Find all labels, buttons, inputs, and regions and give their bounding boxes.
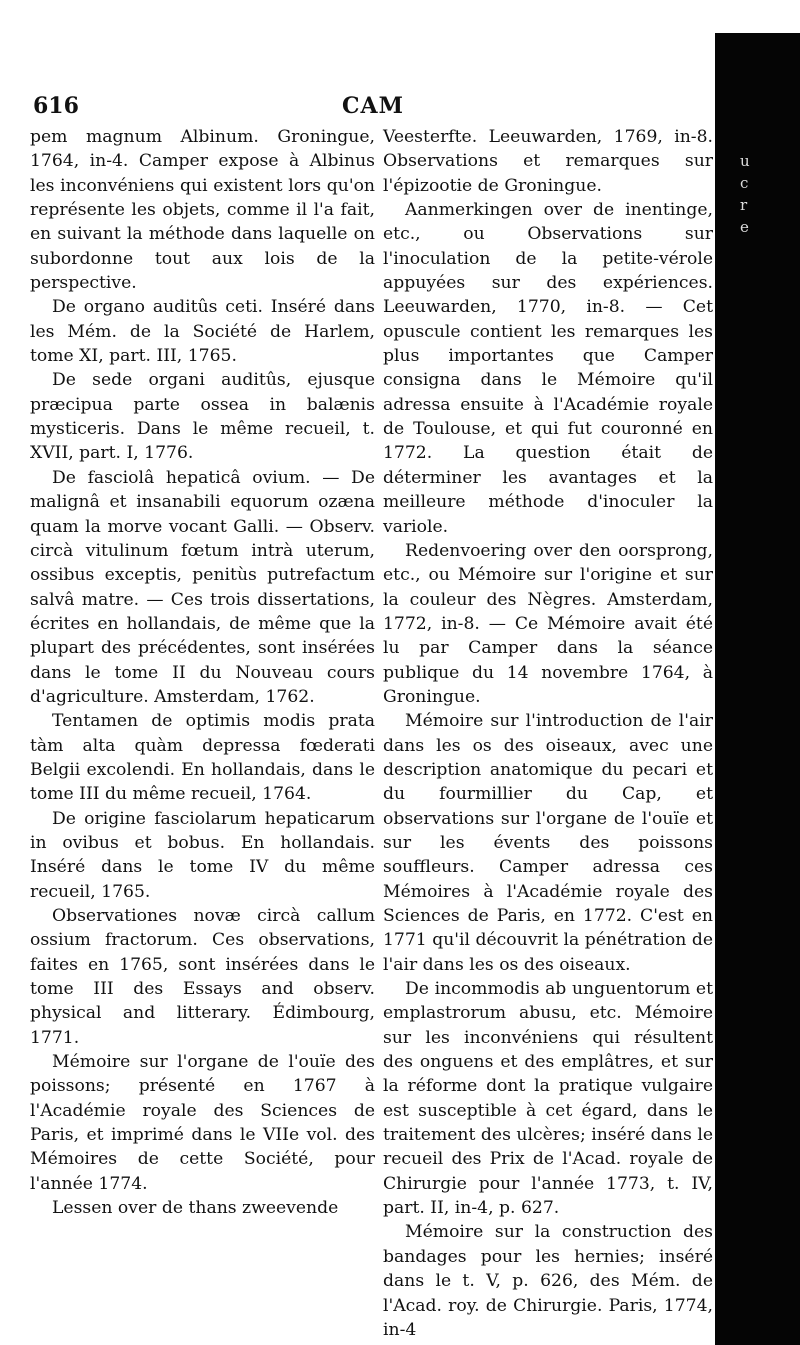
right-column	[383, 125, 713, 1342]
left-column	[30, 125, 375, 1220]
edge-glyphs	[740, 150, 770, 238]
bibliography-entry: Veesterfte. Leeuwarden, 1769, in-8. Observations et remarques sur l'épizootie de Groningue.	[383, 127, 713, 196]
bibliography-entry: De organo auditûs ceti. Inséré dans les Mém. de la Société de Harlem, tome XI, part. III, 1765.	[30, 297, 375, 367]
running-head: CAM	[342, 93, 404, 119]
bibliography-entry: Mémoire sur l'organe de l'ouïe des poissons; présenté en 1767 à l'Académie royale des Sciences de Paris, et imprimé dans le VIIe vol. des Mémoires de cette Société, pour l'année 1774.	[30, 1052, 375, 1194]
edge-glyph: e	[740, 218, 749, 236]
bibliography-entry: De sede organi auditûs, ejusque præcipua parte ossea in balænis mysticeris. Dans le même recueil, t. XVII, part. I, 1776.	[30, 370, 375, 464]
bibliography-entry: Observationes novæ circà callum ossium fractorum. Ces observations, faites en 1765, sont insérées dans le tome III des Essays and observ. physical and litterary. Édimbourg, 1771.	[30, 906, 375, 1048]
edge-glyph: u	[740, 152, 750, 170]
bibliography-entry: Lessen over de thans zweevende	[52, 1198, 339, 1219]
bibliography-entry: Mémoire sur la construction des bandages pour les hernies; inséré dans le t. V, p. 626, des Mém. de l'Acad. roy. de Chirurgie. Paris, 1774, in-4	[383, 1222, 713, 1340]
page-number: 616	[33, 93, 79, 119]
bibliography-entry: De fasciolâ hepaticâ ovium. — De malignâ et insanabili equorum ozæna quam la morve vocant Galli. — Observ. circà vitulinum fœtum intrà uterum, ossibus exceptis, penitùs putrefactum salvâ matre. — Ces trois dissertations, écrites en hollandais, de même que la plupart des précédentes, sont insérées dans le tome II du Nouveau cours d'agriculture. Amsterdam, 1762.	[30, 467, 375, 707]
bibliography-entry: Tentamen de optimis modis prata tàm alta quàm depressa fœderati Belgii excolendi. En hollandais, dans le tome III du même recueil, 1764.	[30, 711, 375, 805]
bibliography-entry: pem magnum Albinum. Groningue, 1764, in-4. Camper expose à Albinus les inconvéniens qui existent lors qu'on représente les objets, comme il l'a fait, en suivant la méthode dans laquelle on subordonne tout aux lois de la perspective.	[30, 127, 375, 294]
bibliography-entry: De origine fasciolarum hepaticarum in ovibus et bobus. En hollandais. Inséré dans le tome IV du même recueil, 1765.	[30, 808, 375, 902]
bibliography-entry: Redenvoering over den oorsprong, etc., ou Mémoire sur l'origine et sur la couleur des Nègres. Amsterdam, 1772, in-8. — Ce Mémoire avait été lu par Camper dans la séance publique du 14 novembre 1764, à Groningue.	[383, 540, 713, 707]
bibliography-entry: Aanmerkingen over de inentinge, etc., ou Observations sur l'inoculation de la petite-vérole appuyées sur des expériences. Leeuwarden, 1770, in-8. — Cet opuscule contient les remarques les plus importantes que Camper consigna dans le Mémoire qu'il adressa ensuite à l'Académie royale de Toulouse, et qui fut couronné en 1772. La question était de déterminer les avantages et la meilleure méthode d'inoculer la variole.	[383, 200, 713, 537]
bibliography-entry: De incommodis ab unguentorum et emplastrorum abusu, etc. Mémoire sur les inconvéniens qui résultent des onguens et des emplâtres, et sur la réforme dont la pratique vulgaire est susceptible à cet égard, dans le traitement des ulcères; inséré dans le recueil des Prix de l'Acad. royale de Chirurgie pour l'année 1773, t. IV, part. II, in-4, p. 627.	[383, 979, 713, 1219]
edge-glyph: r	[740, 196, 748, 214]
bibliography-entry: Mémoire sur l'introduction de l'air dans les os des oiseaux, avec une description anatomique du pecari et du fourmillier du Cap, et observations sur l'organe de l'ouïe et sur les évents des poissons souffleurs. Camper adressa ces Mémoires à l'Académie royale des Sciences de Paris, en 1772. C'est en 1771 qu'il découvrit la pénétration de l'air dans les os des oiseaux.	[383, 711, 713, 975]
edge-glyph: c	[740, 174, 749, 192]
